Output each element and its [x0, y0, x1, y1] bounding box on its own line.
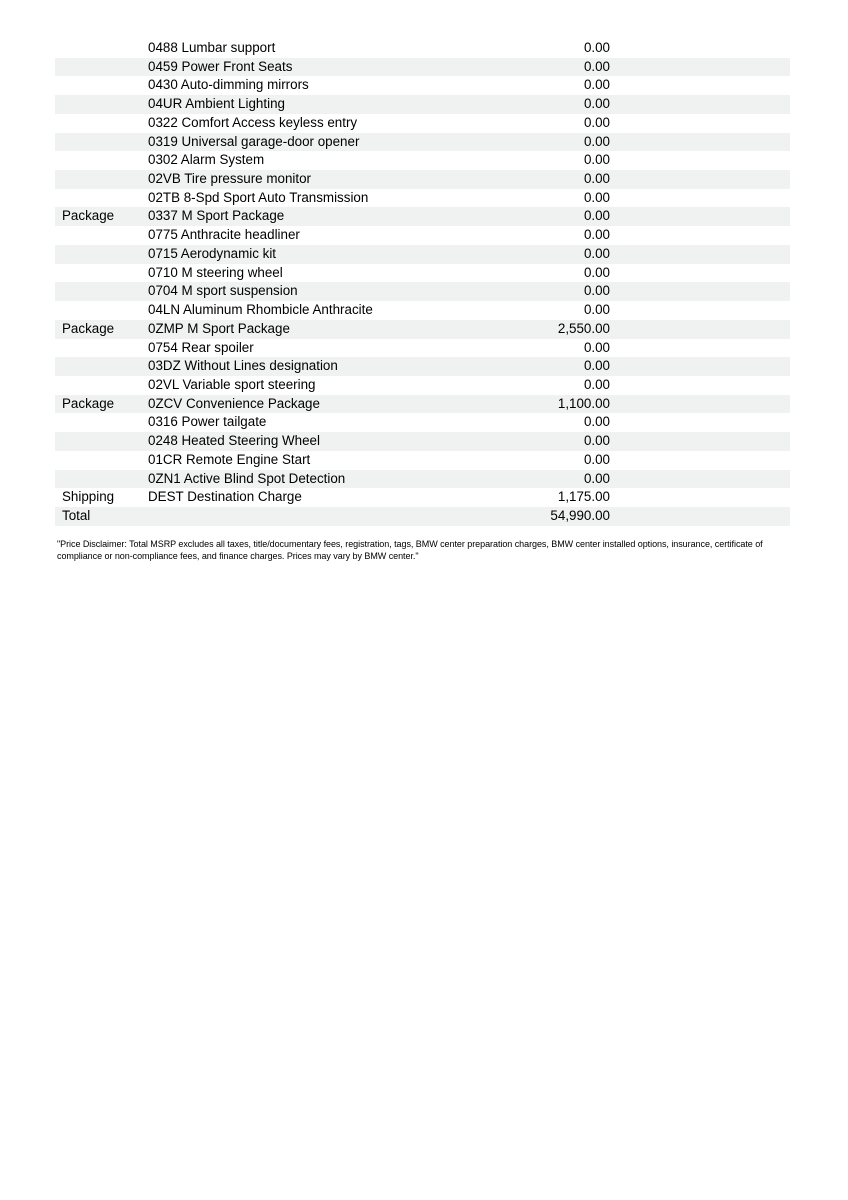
- row-option-description: 02TB 8-Spd Sport Auto Transmission: [148, 189, 369, 205]
- row-price-value: 0.00: [583, 189, 610, 205]
- row-price-value: 0.00: [583, 40, 610, 55]
- row-spacer: [610, 451, 790, 470]
- table-row: [55, 207, 790, 226]
- table-row: [55, 226, 790, 245]
- row-price-value: 0.00: [583, 227, 610, 243]
- row-price-value: 0.00: [583, 376, 610, 392]
- row-spacer: [610, 114, 790, 133]
- table-row: [55, 245, 790, 264]
- table-row: [55, 133, 790, 152]
- table-row: [55, 58, 790, 77]
- row-option-description: 03DZ Without Lines designation: [148, 358, 338, 374]
- row-option-description: 0319 Universal garage-door opener: [148, 133, 360, 149]
- row-spacer: [610, 282, 790, 301]
- options-table: [55, 39, 790, 526]
- row-spacer: [610, 95, 790, 114]
- row-option-description: 0337 M Sport Package: [148, 208, 285, 224]
- table-row: [55, 357, 790, 376]
- row-spacer: [610, 357, 790, 376]
- row-price-value: 0.00: [583, 133, 610, 149]
- row-spacer: [610, 339, 790, 358]
- table-row: [55, 470, 790, 489]
- row-price-value: 0.00: [583, 470, 610, 486]
- row-price-value: 0.00: [583, 433, 610, 449]
- table-row: [55, 170, 790, 189]
- row-category-label: Package: [62, 208, 115, 224]
- table-row: [55, 282, 790, 301]
- row-option-description: 0302 Alarm System: [148, 152, 265, 168]
- table-row: [55, 95, 790, 114]
- row-spacer: [610, 301, 790, 320]
- row-spacer: [610, 245, 790, 264]
- table-row: [55, 432, 790, 451]
- row-option-description: 0ZCV Convenience Package: [148, 395, 320, 411]
- table-row: [55, 151, 790, 170]
- row-option-description: 0775 Anthracite headliner: [148, 227, 300, 243]
- row-price-value: 0.00: [583, 171, 610, 187]
- row-category-label: Package: [62, 395, 115, 411]
- row-option-description: 0ZN1 Active Blind Spot Detection: [148, 470, 346, 486]
- table-row: [55, 413, 790, 432]
- row-price-value: 0.00: [583, 152, 610, 168]
- row-spacer: [610, 320, 790, 339]
- row-option-description: 0430 Auto-dimming mirrors: [148, 77, 309, 93]
- row-option-description: 04LN Aluminum Rhombicle Anthracite: [148, 302, 373, 318]
- table-row: [55, 76, 790, 95]
- row-option-description: 04UR Ambient Lighting: [148, 96, 285, 112]
- row-category-label: Total: [62, 507, 91, 523]
- row-price-value: 0.00: [583, 339, 610, 355]
- row-price-value: 0.00: [583, 114, 610, 130]
- row-price-value: 0.00: [583, 245, 610, 261]
- row-price-value: 0.00: [583, 302, 610, 318]
- row-option-description: 0ZMP M Sport Package: [148, 320, 290, 336]
- table-row: [55, 451, 790, 470]
- row-price-value: 0.00: [583, 58, 610, 74]
- row-price-value: 0.00: [583, 451, 610, 467]
- row-price-value: 2,550.00: [557, 320, 610, 336]
- row-spacer: [610, 39, 790, 58]
- row-price-value: 0.00: [583, 358, 610, 374]
- table-row: [55, 339, 790, 358]
- row-option-description: 0316 Power tailgate: [148, 414, 267, 430]
- row-spacer: [610, 226, 790, 245]
- row-option-description: 02VL Variable sport steering: [148, 376, 316, 392]
- row-price-value: 0.00: [583, 414, 610, 430]
- table-row: [55, 189, 790, 208]
- row-spacer: [610, 264, 790, 283]
- row-option-description: 0488 Lumbar support: [148, 40, 276, 55]
- table-row: [55, 488, 790, 507]
- row-spacer: [610, 432, 790, 451]
- row-spacer: [610, 189, 790, 208]
- row-spacer: [610, 151, 790, 170]
- table-row: [55, 114, 790, 133]
- row-price-value: 0.00: [583, 208, 610, 224]
- row-option-description: 0754 Rear spoiler: [148, 339, 254, 355]
- row-option-description: 0459 Power Front Seats: [148, 58, 293, 74]
- row-option-description: 0248 Heated Steering Wheel: [148, 433, 320, 449]
- row-spacer: [610, 395, 790, 414]
- row-option-description: 0715 Aerodynamic kit: [148, 245, 277, 261]
- table-row: [55, 507, 790, 526]
- table-row: [55, 264, 790, 283]
- row-option-description: 01CR Remote Engine Start: [148, 451, 311, 467]
- row-price-value: 1,100.00: [557, 395, 610, 411]
- row-spacer: [610, 488, 790, 507]
- price-disclaimer-text: "Price Disclaimer: Total MSRP excludes all taxes, title/documentary fees, registration, tags, BMW center preparation charges, BMW center installed options, insurance, certificate of compliance or non-compliance fees, and finance charges. Prices may vary by BMW center.": [57, 539, 763, 562]
- row-price-value: 1,175.00: [557, 489, 610, 505]
- row-spacer: [610, 470, 790, 489]
- row-spacer: [610, 76, 790, 95]
- row-spacer: [610, 507, 790, 526]
- row-spacer: [610, 58, 790, 77]
- table-row: [55, 301, 790, 320]
- row-option-description: DEST Destination Charge: [148, 489, 302, 505]
- row-spacer: [610, 413, 790, 432]
- table-row: [55, 395, 790, 414]
- row-category-label: Shipping: [62, 489, 115, 505]
- row-option-description: 0704 M sport suspension: [148, 283, 298, 299]
- row-price-value: 0.00: [583, 77, 610, 93]
- row-spacer: [610, 170, 790, 189]
- row-option-description: 02VB Tire pressure monitor: [148, 171, 311, 187]
- row-price-value: 0.00: [583, 96, 610, 112]
- row-category-label: Package: [62, 320, 115, 336]
- row-option-description: 0710 M steering wheel: [148, 264, 283, 280]
- table-row: [55, 39, 790, 58]
- row-spacer: [610, 207, 790, 226]
- row-price-value: 54,990.00: [550, 507, 610, 523]
- table-row: [55, 376, 790, 395]
- row-spacer: [610, 376, 790, 395]
- row-price-value: 0.00: [583, 283, 610, 299]
- table-row: [55, 320, 790, 339]
- row-price-value: 0.00: [583, 264, 610, 280]
- row-option-description: 0322 Comfort Access keyless entry: [148, 114, 358, 130]
- row-spacer: [610, 133, 790, 152]
